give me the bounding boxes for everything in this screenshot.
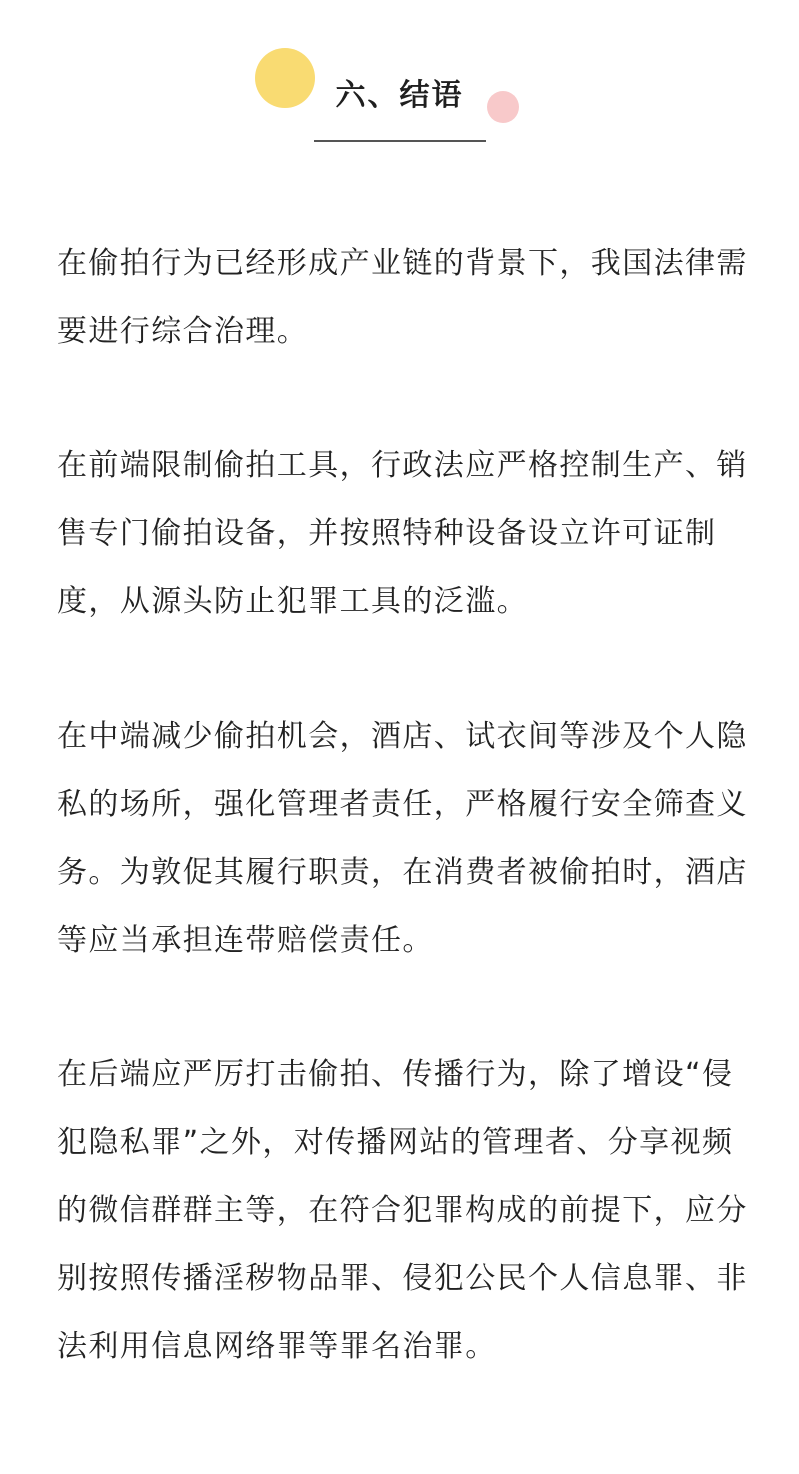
paragraph-intro: 在偷拍行为已经形成产业链的背景下，我国法律需要进行综合治理。 xyxy=(57,246,748,349)
heading-underline xyxy=(314,140,486,142)
section-heading: 六、结语 xyxy=(335,78,464,113)
paragraph-back-end: 在后端应严厉打击偷拍、传播行为，除了增设“侵犯隐私罪”之外，对传播网站的管理者、分享视频的微信群群主等，在符合犯罪构成的前提下，应分别按照传播淫秽物品罪、侵犯公民个人信息罪、非法利用信息网络罪等罪名治罪。 xyxy=(57,1057,748,1364)
paragraph-middle-end: 在中端减少偷拍机会，酒店、试衣间等涉及个人隐私的场所，强化管理者责任，严格履行安全筛查义务。为敦促其履行职责，在消费者被偷拍时，酒店等应当承担连带赔偿责任。 xyxy=(57,719,748,958)
paragraph-front-end: 在前端限制偷拍工具，行政法应严格控制生产、销售专门偷拍设备，并按照特种设备设立许可证制度，从源头防止犯罪工具的泛滥。 xyxy=(57,448,748,619)
section-heading-block xyxy=(0,0,799,160)
